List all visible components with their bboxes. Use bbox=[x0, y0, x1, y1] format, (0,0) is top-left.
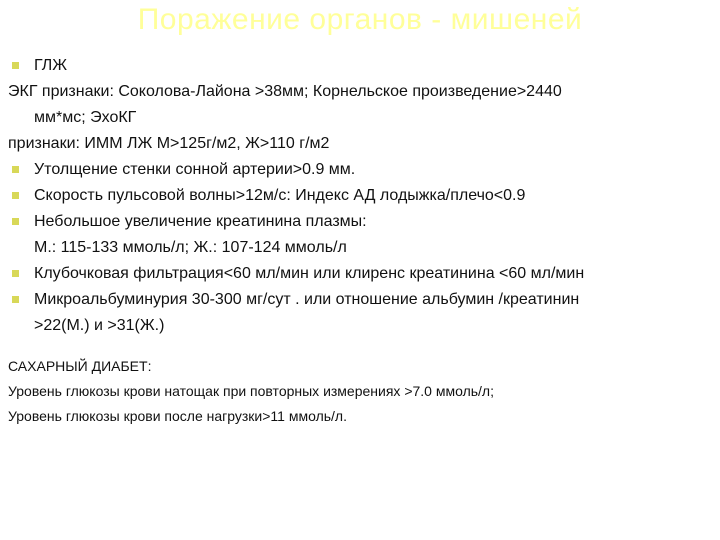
creatinine-values: М.: 115-133 ммоль/л; Ж.: 107-124 ммоль/л bbox=[34, 239, 347, 256]
slide-title: Поражение органов - мишеней bbox=[137, 3, 583, 36]
bullet-square-icon bbox=[12, 62, 19, 69]
bullet-text: ГЛЖ bbox=[34, 57, 68, 74]
bullet-text: Утолщение стенки сонной артерии>0.9 мм. bbox=[34, 161, 356, 178]
bullet-text: Микроальбуминурия 30-300 мг/сут . или отношение альбумин /креатинин bbox=[34, 291, 580, 308]
bullet-square-icon bbox=[12, 192, 19, 199]
bullet-item-lvh bbox=[8, 53, 713, 79]
slide-content bbox=[8, 53, 713, 429]
diabetes-heading: САХАРНЫЙ ДИАБЕТ: bbox=[8, 358, 152, 374]
bullet-text: Клубочковая фильтрация<60 мл/мин или клиренс креатинина <60 мл/мин bbox=[34, 265, 585, 282]
bullet-square-icon bbox=[12, 166, 19, 173]
bullet-item-microalbuminuria bbox=[8, 287, 713, 313]
diabetes-postload-glucose: Уровень глюкозы крови после нагрузки>11 ммоль/л. bbox=[8, 408, 347, 424]
diabetes-fasting-glucose: Уровень глюкозы крови натощак при повторных измерениях >7.0 ммоль/л; bbox=[8, 383, 494, 399]
bullet-text: Скорость пульсовой волны>12м/с: Индекс АД лодыжка/плечо<0.9 bbox=[34, 187, 526, 204]
bullet-square-icon bbox=[12, 218, 19, 225]
echo-criteria-line: признаки: ИММ ЛЖ М>125г/м2, Ж>110 г/м2 bbox=[8, 135, 330, 152]
diabetes-section bbox=[8, 354, 713, 429]
bullet-item-pulse-wave bbox=[8, 183, 713, 209]
bullet-text: Небольшое увеличение креатинина плазмы: bbox=[34, 213, 367, 230]
bullet-item-carotid bbox=[8, 157, 713, 183]
ecg-criteria-line: ЭКГ признаки: Соколова-Лайона >38мм; Корнельское произведение>2440 bbox=[8, 83, 562, 100]
bullet-item-creatinine bbox=[8, 209, 713, 235]
microalbuminuria-values: >22(М.) и >31(Ж.) bbox=[34, 317, 165, 334]
bullet-item-gfr bbox=[8, 261, 713, 287]
bullet-square-icon bbox=[12, 296, 19, 303]
bullet-square-icon bbox=[12, 270, 19, 277]
ecg-criteria-continuation: мм*мс; ЭхоКГ bbox=[34, 109, 137, 126]
